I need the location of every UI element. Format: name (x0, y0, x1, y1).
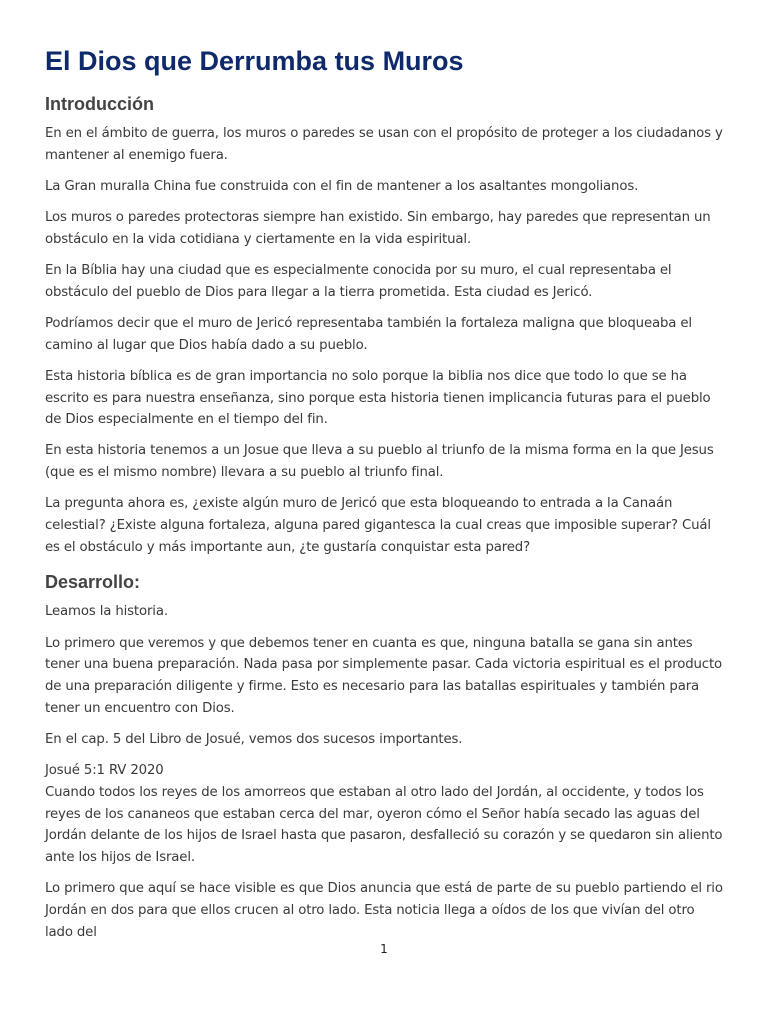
paragraph: Los muros o paredes protectoras siempre han existido. Sin embargo, hay paredes que representan un obstáculo en la vida cotidiana y ciertamente en la vida espiritual. (45, 210, 711, 247)
bible-quote (45, 760, 725, 869)
introduction-heading: Introducción (45, 94, 154, 114)
paragraph: Esta historia bíblica es de gran importancia no solo porque la biblia nos dice que todo lo que se ha escrito es para nuestra enseñanza, sino porque esta historia tienen implicancia futuras para el pueblo de Dios especialmente en el tiempo del fin. (45, 368, 711, 428)
paragraph: Podríamos decir que el muro de Jericó representaba también la fortaleza maligna que bloqueaba el camino al lugar que Dios había dado a su pueblo. (45, 315, 692, 353)
paragraph: En el cap. 5 del Libro de Josué, vemos dos sucesos importantes. (45, 731, 463, 747)
paragraph: La pregunta ahora es, ¿existe algún muro de Jericó que esta bloqueando to entrada a la Canaán celestial? ¿Existe alguna fortaleza, alguna pared gigantesca la cual creas que imposible superar? Cuál es el obstáculo y más importante aun, ¿te gustaría conquistar esta pared? (45, 496, 711, 555)
paragraph: Leamos la historia. (45, 604, 168, 620)
development-section (45, 570, 725, 943)
paragraph: Lo primero que veremos y que debemos tener en cuanta es que, ninguna batalla se gana sin antes tener una buena preparación. Nada pasa por simplemente pasar. Cada victoria espiritual es el producto de una preparación diligente y firme. Esto es necesario para las batallas espirituales y también para tener un encuentro con Dios. (45, 635, 722, 716)
document-page (45, 40, 725, 953)
document-title: El Dios que Derrumba tus Muros (45, 46, 464, 76)
paragraph: En en el ámbito de guerra, los muros o paredes se usan con el propósito de proteger a los ciudadanos y mantener al enemigo fuera. (45, 126, 723, 163)
verse-reference: Josué 5:1 RV 2020 (45, 763, 164, 779)
introduction-section (45, 92, 725, 558)
paragraph: En la Bíblia hay una ciudad que es especialmente conocida por su muro, el cual representaba el obstáculo del pueblo de Dios para llegar a la tierra prometida. Esta ciudad es Jericó. (45, 263, 672, 300)
paragraph: Lo primero que aquí se hace visible es que Dios anuncia que está de parte de su pueblo partiendo el rio Jordán en dos para que ellos crucen al otro lado. Esta noticia llega a oídos de los que vivían del otro lado del (45, 881, 723, 940)
paragraph: En esta historia tenemos a un Josue que lleva a su pueblo al triunfo de la misma forma en la que Jesus (que es el mismo nombre) llevara a su pueblo al triunfo final. (45, 443, 714, 481)
page-number: 1 (380, 942, 388, 956)
paragraph: La Gran muralla China fue construida con el fin de mantener a los asaltantes mongolianos. (45, 178, 639, 194)
development-heading: Desarrollo: (45, 572, 141, 593)
verse-text: Cuando todos los reyes de los amorreos que estaban al otro lado del Jordán, al occidente, y todos los reyes de los cananeos que estaban cerca del mar, oyeron cómo el Señor había secado las aguas del Jordán delante de los hijos de Israel hasta que pasaron, desfalleció su corazón y se quedaron sin aliento ante los hijos de Israel. (45, 784, 723, 865)
